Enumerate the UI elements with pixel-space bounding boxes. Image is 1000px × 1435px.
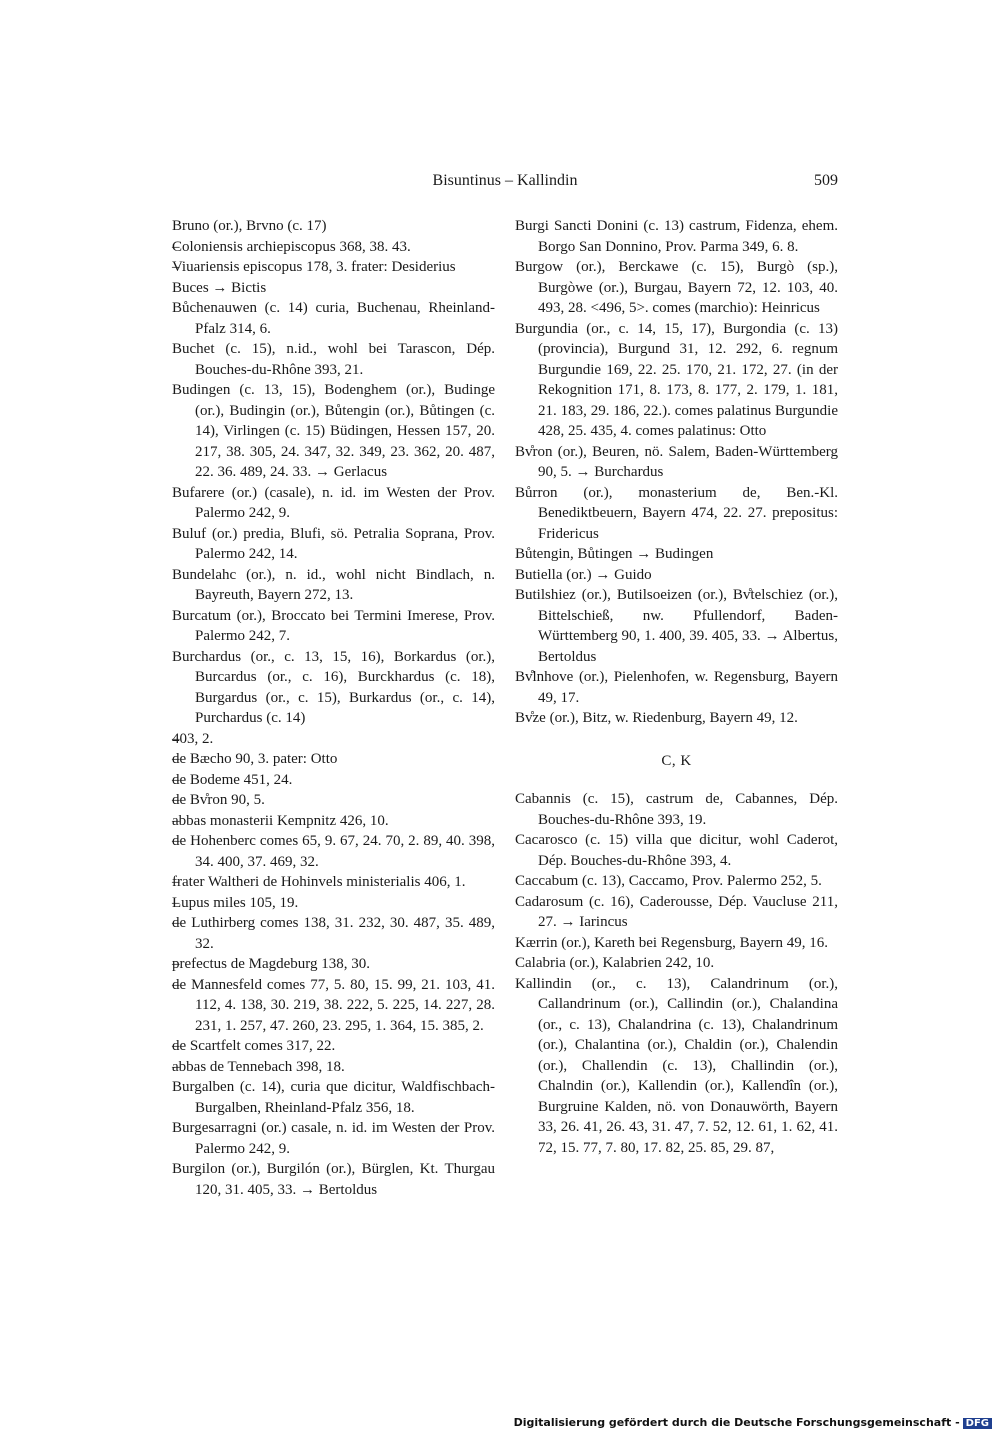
- index-entry: Butiella (or.) → Guido: [515, 566, 652, 583]
- index-entry: Burgundia (or., c. 14, 15, 17), Burgondia (c. 13) (provincia), Burgund 31, 12. 292, 6. regnum Burgundie 169, 22. 25. 170, 21. 172, 27. (in der Rekognition 171, 8. 173, 8. 177, 2. 179, 1. 181, 21. 183, 29. 186, 22.). comes palatinus Burgundie 428, 25. 435, 4. comes palatinus: Otto: [515, 320, 838, 439]
- left-column: [172, 216, 495, 1200]
- index-entry: Bundelahc (or.), n. id., wohl nicht Bindlach, n. Bayreuth, Bayern 272, 13.: [172, 566, 495, 603]
- index-entry: Cadarosum (c. 16), Caderousse, Dép. Vaucluse 211, 27. → Iarincus: [515, 893, 838, 930]
- index-entry: Bv̊ron (or.), Beuren, nö. Salem, Baden-Württemberg 90, 5. → Burchardus: [515, 443, 838, 480]
- index-entry: Budingen (c. 13, 15), Bodenghem (or.), Budinge (or.), Budingin (or.), Bůtengin (or.), Bůtingen (c. 14), Virlingen (c. 15) Büdingen, Hessen 157, 20. 217, 38. 305, 24. 347, 32. 349, 23. 362, 20. 487, 22. 36. 489, 24. 33. → Gerlacus: [172, 382, 495, 480]
- page-number: 509: [814, 172, 838, 189]
- section-heading: C, K: [661, 752, 692, 769]
- index-subentry: – abbas monasterii Kempnitz 426, 10.: [172, 811, 495, 832]
- index-subentry: – Coloniensis archiepiscopus 368, 38. 43.: [172, 237, 495, 258]
- index-subentry: – Viuariensis episcopus 178, 3. frater: Desiderius: [172, 257, 495, 278]
- index-subentry: – de Bæcho 90, 3. pater: Otto: [172, 749, 495, 770]
- index-entry: Cabannis (c. 15), castrum de, Cabannes, Dép. Bouches-du-Rhône 393, 19.: [515, 791, 838, 828]
- right-column-entries-b: [515, 216, 838, 729]
- index-entry: Burgalben (c. 14), curia que dicitur, Waldfischbach-Burgalben, Rheinland-Pfalz 356, 18.: [172, 1079, 495, 1116]
- index-subentry: – prefectus de Magdeburg 138, 30.: [172, 954, 495, 975]
- index-subentry: – de Hohenberc comes 65, 9. 67, 24. 70, 2. 89, 40. 398, 34. 400, 37. 469, 32.: [172, 831, 495, 872]
- index-entry: Caccabum (c. 13), Caccamo, Prov. Palermo 252, 5.: [515, 873, 822, 889]
- index-entry: Bv̊lnhove (or.), Pielenhofen, w. Regensburg, Bayern 49, 17.: [515, 669, 838, 706]
- index-entry: Bufarere (or.) (casale), n. id. im Westen der Prov. Palermo 242, 9.: [172, 484, 495, 521]
- running-header: [172, 172, 838, 196]
- index-entry: Bůtengin, Bůtingen → Budingen: [515, 546, 714, 562]
- index-subentry: – de Bodeme 451, 24.: [172, 770, 495, 791]
- index-entry: Butilshiez (or.), Butilsoeizen (or.), Bv̊telschiez (or.), Bittelschieß, nw. Pfullendorf, Baden-Württemberg 90, 1. 400, 39. 405, 33. → Albertus, Bertoldus: [515, 587, 838, 665]
- index-entry: Burgesarragni (or.) casale, n. id. im Westen der Prov. Palermo 242, 9.: [172, 1120, 495, 1157]
- index-entry: Bruno (or.), Brvno (c. 17): [172, 218, 327, 234]
- index-entry: Buchet (c. 15), n.id., wohl bei Tarascon, Dép. Bouches-du-Rhône 393, 21.: [172, 341, 495, 378]
- index-entry: Bůchenauwen (c. 14) curia, Buchenau, Rheinland-Pfalz 314, 6.: [172, 300, 495, 337]
- running-title: Bisuntinus – Kallindin: [432, 172, 578, 189]
- index-entry: Bv̊ze (or.), Bitz, w. Riedenburg, Bayern 49, 12.: [515, 710, 798, 726]
- index-entry: Burgilon (or.), Burgilón (or.), Bürglen, Kt. Thurgau 120, 31. 405, 33. → Bertoldus: [172, 1161, 495, 1198]
- index-entry: Burgow (or.), Berckawe (c. 15), Burgò (sp.), Burgòwe (or.), Burgau, Bayern 72, 12. 103, 40. 493, 28. <496, 5>. comes (marchio): Heinricus: [515, 259, 838, 316]
- index-subentry: – de Luthirberg comes 138, 31. 232, 30. 487, 35. 489, 32.: [172, 913, 495, 954]
- index-entry: Kallindin (or., c. 13), Calandrinum (or.), Callandrinum (or.), Callindin (or.), Chalandina (or., c. 13), Chalandrina (c. 13), Chalandrinum (or.), Chalantina (or.), Chaldin (or.), Chalendin (or.), Challendin (c. 13), Challindin (or.), Chalndin (or.), Kallendin (or.), Kallendîn (or.), Burgruine Kalden, nö. von Donauwörth, Bayern 33, 26. 41, 26. 43, 31. 47, 7. 52, 12. 61, 1. 62, 41. 72, 15. 77, 7. 80, 17. 82, 25. 85, 29. 87,: [515, 975, 838, 1156]
- right-column-entries-ck: [515, 789, 838, 1158]
- footer-text: Digitalisierung gefördert durch die Deutsche Forschungsgemeinschaft -: [513, 1416, 960, 1429]
- dfg-logo: DFG: [963, 1418, 992, 1429]
- index-entry: Buluf (or.) predia, Blufi, sö. Petralia Soprana, Prov. Palermo 242, 14.: [172, 525, 495, 562]
- index-subentry: – Lupus miles 105, 19.: [172, 893, 495, 914]
- index-entry: Burcatum (or.), Broccato bei Termini Imerese, Prov. Palermo 242, 7.: [172, 607, 495, 644]
- index-entry: Burchardus (or., c. 13, 15, 16), Borkardus (or.), Burcardus (or., c. 16), Burckhardus (c. 18), Burgardus (or., c. 15), Burkardus (or., c. 14), Purchardus (c. 14): [172, 648, 495, 726]
- index-entry: Burgi Sancti Donini (c. 13) castrum, Fidenza, ehem. Borgo San Donnino, Prov. Parma 349, 6. 8.: [515, 218, 838, 255]
- index-subentry: – de Bv̊ron 90, 5.: [172, 790, 495, 811]
- right-column: [515, 216, 838, 1158]
- index-subentry: – frater Waltheri de Hohinvels ministerialis 406, 1.: [172, 872, 495, 893]
- index-subentry: – 403, 2.: [172, 729, 495, 750]
- index-entry: Bůrron (or.), monasterium de, Ben.-Kl. Benediktbeuern, Bayern 474, 22. 27. prepositus: Fridericus: [515, 484, 838, 542]
- index-subentry: – abbas de Tennebach 398, 18.: [172, 1057, 495, 1078]
- index-entry: Buces → Bictis: [172, 279, 267, 296]
- index-entry: Cacarosco (c. 15) villa que dicitur, wohl Caderot, Dép. Bouches-du-Rhône 393, 4.: [515, 832, 838, 869]
- index-subentry: – de Mannesfeld comes 77, 5. 80, 15. 99, 21. 103, 41. 112, 4. 138, 30. 219, 38. 222, 5. 225, 14. 227, 28. 231, 1. 257, 47. 260, 23. 295, 1. 364, 15. 385, 2.: [172, 975, 495, 1037]
- index-entry: Kærrin (or.), Kareth bei Regensburg, Bayern 49, 16.: [515, 934, 828, 951]
- index-subentry: – de Scartfelt comes 317, 22.: [172, 1036, 495, 1057]
- footer-credit: [514, 1416, 992, 1429]
- index-entry: Calabria (or.), Kalabrien 242, 10.: [515, 955, 715, 971]
